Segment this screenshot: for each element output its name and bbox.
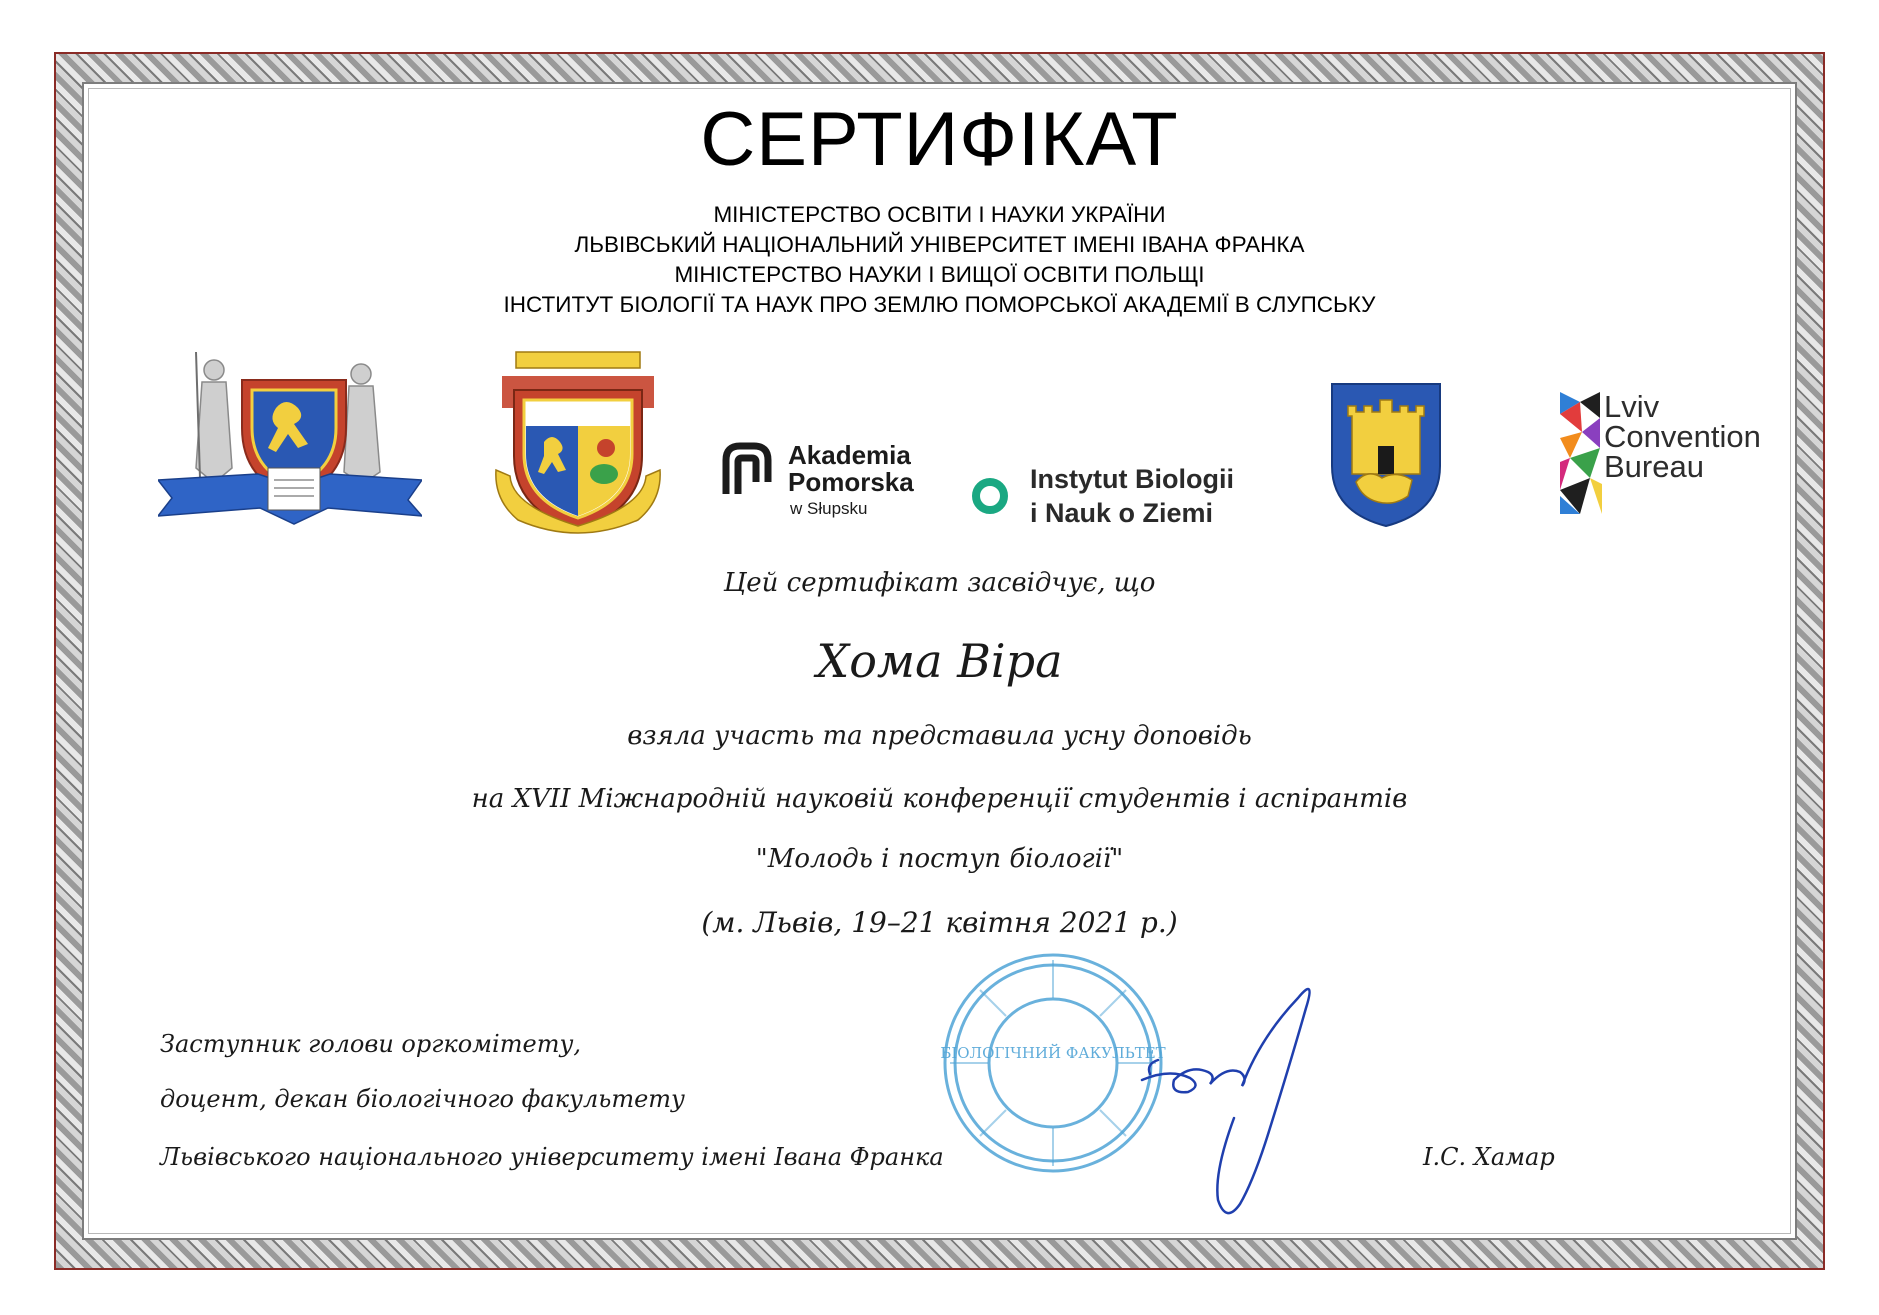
- organizer-line-2: ЛЬВІВСЬКИЙ НАЦІОНАЛЬНИЙ УНІВЕРСИТЕТ ІМЕНІ ІВАНА ФРАНКА: [574, 232, 1305, 257]
- akademia-pomorska-icon: [722, 442, 772, 496]
- akademia-name-line2: Pomorska: [788, 467, 914, 497]
- stamp-center-text: БІОЛОГІЧНИЙ ФАКУЛЬТЕТ: [940, 1044, 1166, 1062]
- instytut-ring-icon: [970, 476, 1010, 516]
- conference-description: на XVII Міжнародній науковій конференції студентів і аспірантів: [471, 784, 1408, 814]
- conference-place-date: (м. Львів, 19–21 квітня 2021 р.): [701, 906, 1178, 939]
- lviv-convention-mosaic-icon: [1560, 392, 1602, 514]
- signatory-name: І.С. Хамар: [1423, 1143, 1555, 1171]
- organizer-line-4: ІНСТИТУТ БІОЛОГІЇ ТА НАУК ПРО ЗЕМЛЮ ПОМОРСЬКОЇ АКАДЕМІЇ В СЛУПСЬКУ: [503, 292, 1376, 317]
- conference-name: "Молодь і поступ біології": [755, 844, 1124, 874]
- handwritten-signature: [1130, 968, 1350, 1228]
- lviv-convention-line3: Bureau: [1604, 449, 1704, 484]
- lviv-convention-line2: Convention: [1604, 419, 1761, 454]
- recipient-name: Хома Віра: [816, 634, 1063, 688]
- akademia-name-line1: Akademia: [788, 440, 911, 470]
- signatory-position-line3: Львівського національного університету імені Івана Франка: [160, 1143, 944, 1171]
- participation-statement: взяла участь та представила усну доповідь: [627, 721, 1252, 751]
- akademia-name-line3: w Słupsku: [790, 499, 868, 518]
- signatory-position-line1: Заступник голови оргкомітету,: [160, 1030, 581, 1058]
- university-coat-of-arms-logo: [158, 348, 422, 536]
- certificate-intro: Цей сертифікат засвідчує, що: [723, 568, 1156, 598]
- faculty-motto-text: [0, 0, 1, 1]
- organizer-line-1: МІНІСТЕРСТВО ОСВІТИ І НАУКИ УКРАЇНИ: [713, 202, 1166, 227]
- lviv-city-coat-of-arms-logo: [1330, 382, 1442, 528]
- certificate-title: СЕРТИФІКАТ: [700, 97, 1179, 182]
- lviv-convention-line1: Lviv: [1604, 389, 1660, 424]
- signatory-position-line2: доцент, декан біологічного факультету: [160, 1085, 685, 1113]
- instytut-name-line1: Instytut Biologii: [1030, 464, 1234, 494]
- organizer-line-3: МІНІСТЕРСТВО НАУКИ І ВИЩОЇ ОСВІТИ ПОЛЬЩІ: [674, 262, 1205, 287]
- faculty-coat-of-arms-logo: [494, 350, 662, 540]
- instytut-name-line2: i Nauk o Ziemi: [1030, 498, 1214, 528]
